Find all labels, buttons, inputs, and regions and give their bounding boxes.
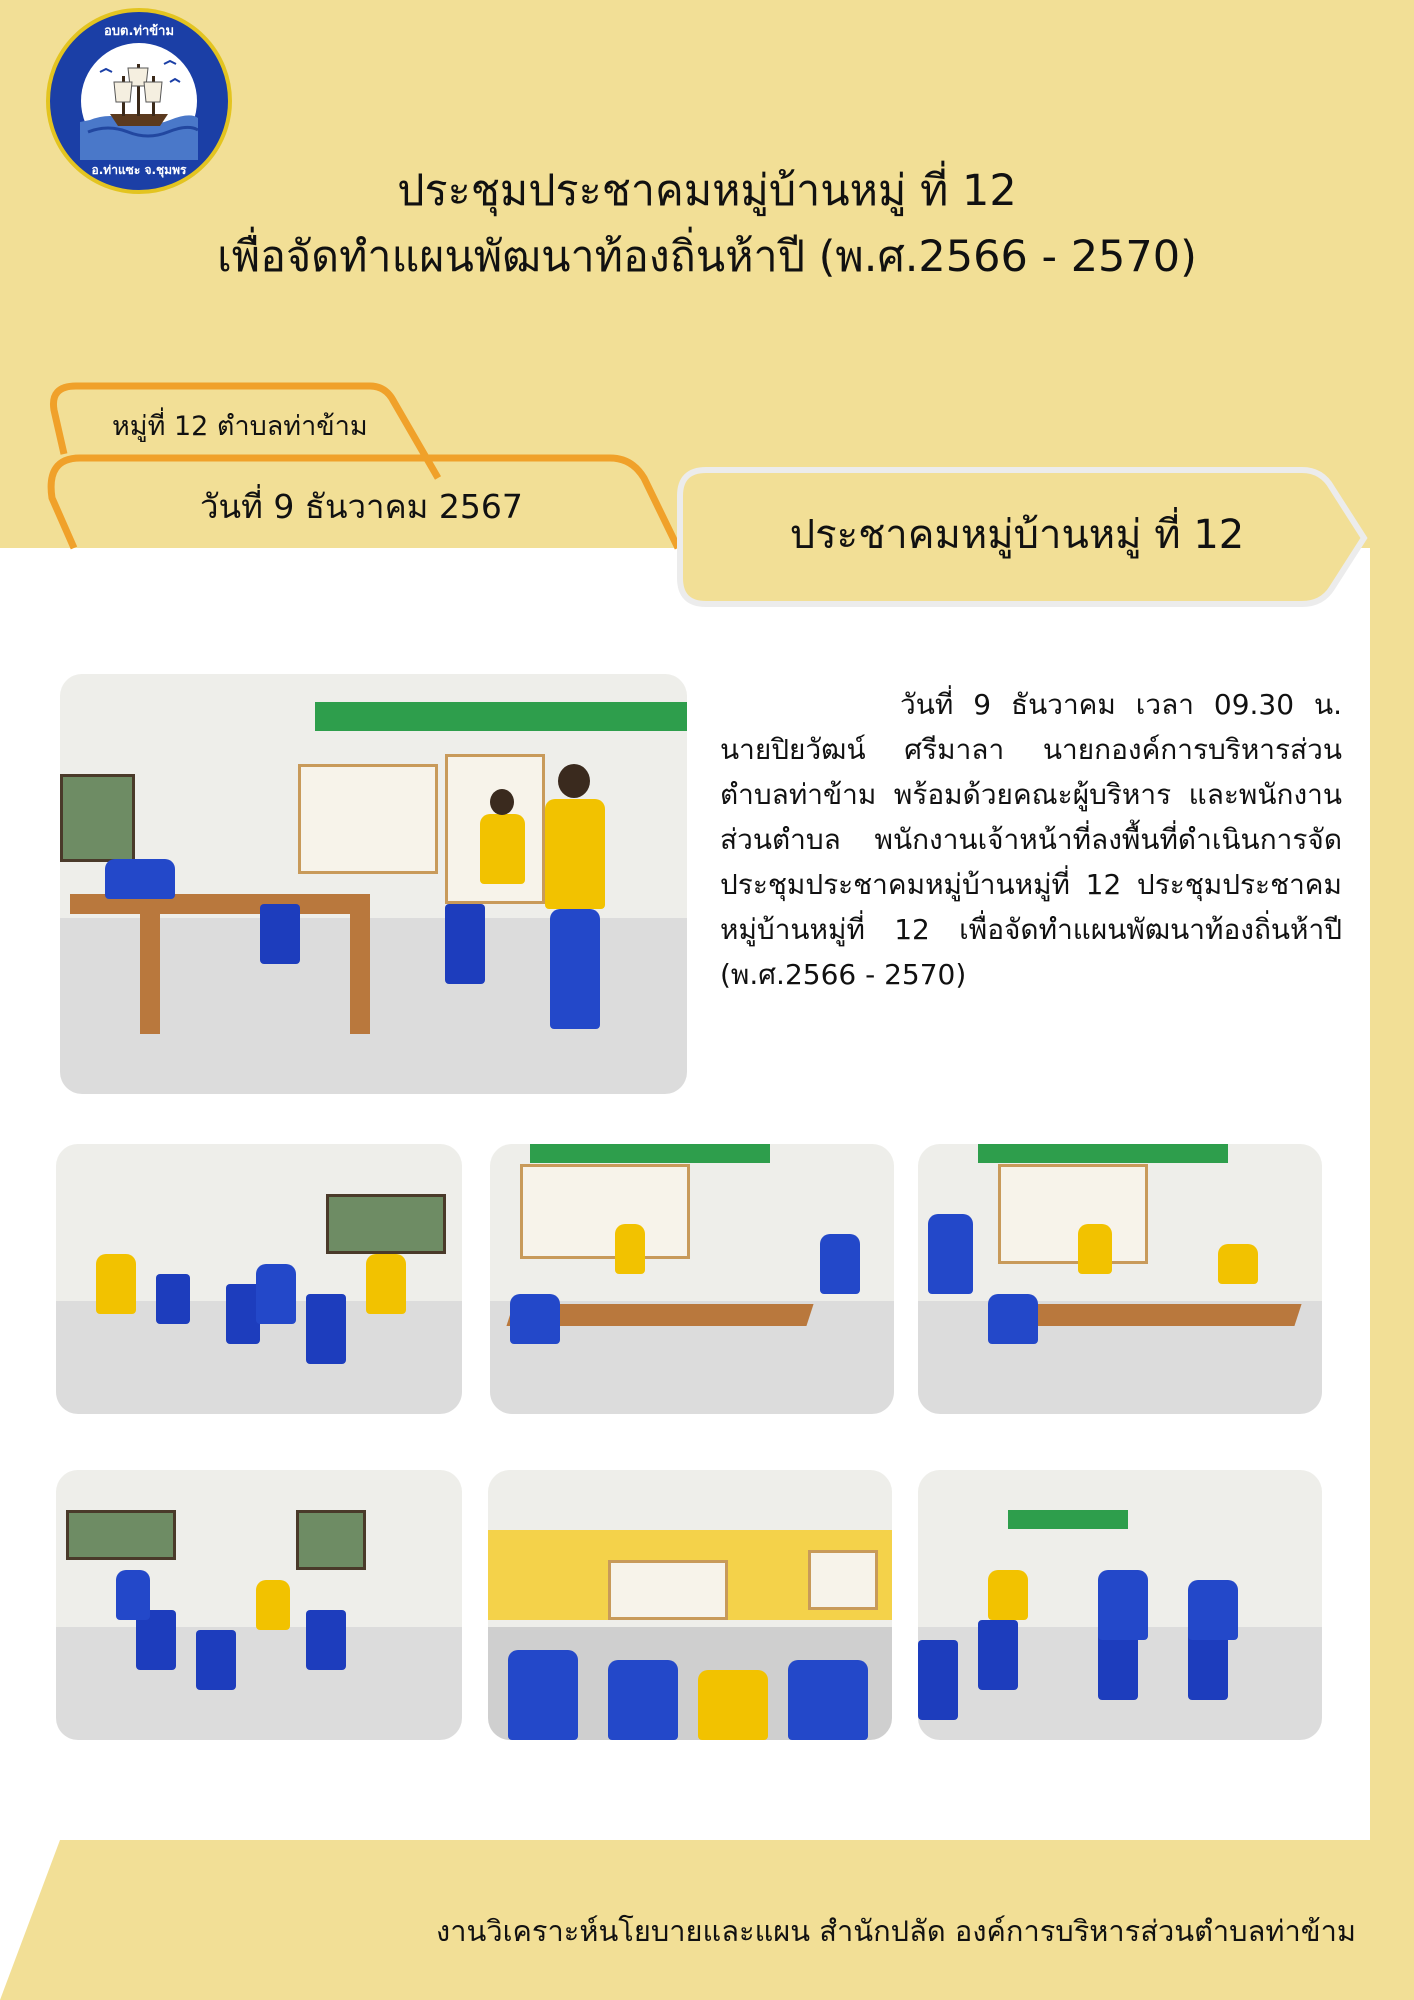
description-line: หมู่บ้านหมู่ที่ 12 เพื่อจัดทำแผนพัฒนาท้องถิ่นห้าปี [720,913,1342,946]
meeting-description [720,682,1342,997]
logo-bottom-text: อ.ท่าแซะ จ.ชุมพร [91,163,187,177]
main-meeting-photo [60,674,687,1094]
page-title-line-1: ประชุมประชาคมหมู่บ้านหมู่ ที่ 12 [397,166,1017,216]
description-line: นายปิยวัฒน์ ศรีมาลา นายกองค์การบริหารส่วน [720,733,1342,766]
page-title-line-2: เพื่อจัดทำแผนพัฒนาท้องถิ่นห้าปี (พ.ศ.2566 - 2570) [217,232,1197,282]
description-line: ส่วนตำบล พนักงานเจ้าหน้าที่ลงพื้นที่ดำเนินการจัด [720,823,1342,856]
label-box-text: ประชาคมหมู่บ้านหมู่ ที่ 12 [789,512,1245,558]
description-line: ตำบลท่าข้าม พร้อมด้วยคณะผู้บริหาร และพนักงาน [720,778,1342,811]
gallery-photo [56,1144,462,1414]
description-line: ประชุมประชาคมหมู่บ้านหมู่ที่ 12 ประชุมประชาคม [720,868,1342,901]
gallery-photo [488,1470,892,1740]
gallery-photo [56,1470,462,1740]
village-tab-label: หมู่ที่ 12 ตำบลท่าข้าม [112,411,368,442]
gallery-photo [918,1470,1322,1740]
gallery-photo [490,1144,894,1414]
gallery-photo [918,1144,1322,1414]
ship-emblem-icon [80,42,198,160]
footer-department-text: งานวิเคราะห์นโยบายและแผน สำนักปลัด องค์การบริหารส่วนตำบลท่าข้าม [436,1914,1356,1948]
date-tab-label: วันที่ 9 ธันวาคม 2567 [200,487,523,526]
right-border-strip [1370,548,1414,1840]
logo-top-text: อบต.ท่าข้าม [103,24,175,39]
description-line: (พ.ศ.2566 - 2570) [720,958,967,991]
description-line: วันที่ 9 ธันวาคม เวลา 09.30 น. [900,688,1342,721]
